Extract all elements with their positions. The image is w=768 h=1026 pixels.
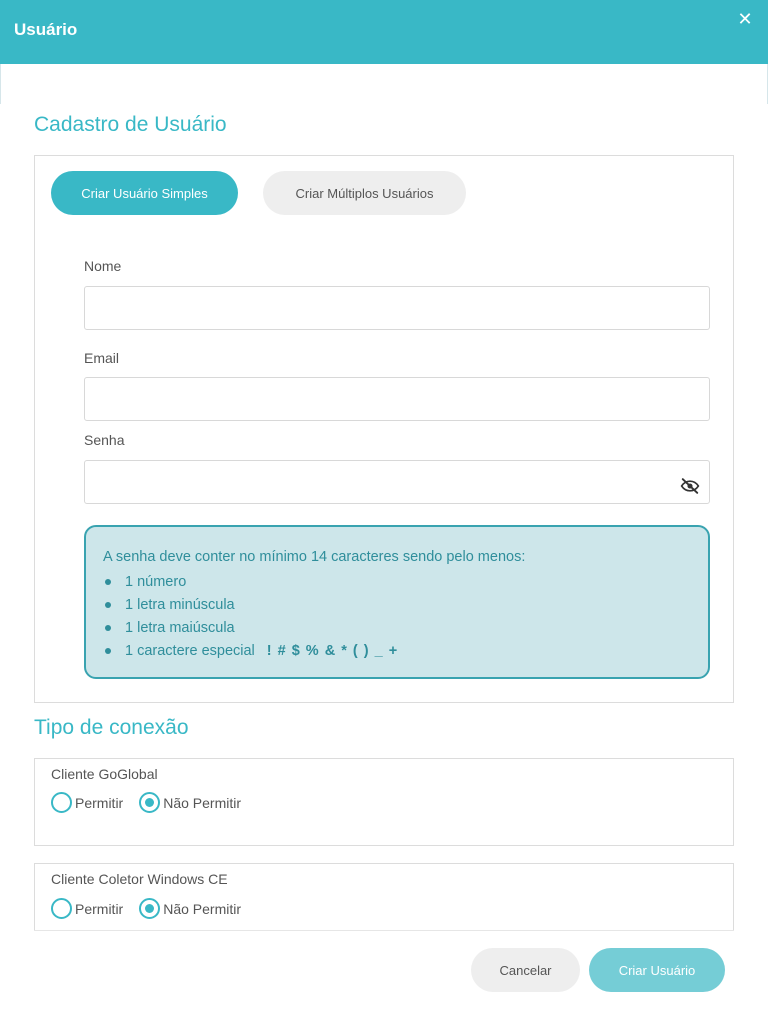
password-rules-box	[84, 525, 710, 679]
bullet-icon	[105, 602, 111, 608]
tab-create-simple-user[interactable]: Criar Usuário Simples	[51, 171, 238, 215]
password-rule-item: 1 letra maiúscula	[103, 619, 398, 642]
connection-group-label: Cliente GoGlobal	[51, 766, 158, 782]
left-edge-line	[0, 64, 1, 104]
password-rule-item: 1 número	[103, 573, 398, 596]
password-rules-intro: A senha deve conter no mínimo 14 caracteres sendo pelo menos:	[103, 549, 526, 565]
create-user-button[interactable]: Criar Usuário	[589, 948, 725, 992]
bullet-icon	[105, 579, 111, 585]
nome-label: Nome	[84, 258, 122, 274]
password-rule-item: 1 caractere especial ! # $ % & * ( ) _ +	[103, 642, 398, 665]
bullet-icon	[105, 648, 111, 654]
email-label: Email	[84, 350, 120, 366]
senha-input[interactable]	[84, 460, 710, 504]
password-rules-list	[103, 573, 398, 665]
password-rule-item: 1 letra minúscula	[103, 596, 398, 619]
modal-title: Usuário	[14, 20, 78, 39]
eye-slash-icon[interactable]	[680, 478, 700, 494]
radio-unchecked-icon[interactable]	[51, 792, 72, 813]
radio-permitir[interactable]: Permitir	[51, 898, 123, 919]
connection-group-label: Cliente Coletor Windows CE	[51, 871, 228, 887]
radio-permitir[interactable]: Permitir	[51, 792, 123, 813]
radio-group-goglobal	[51, 792, 257, 813]
email-input[interactable]	[84, 377, 710, 421]
nome-input[interactable]	[84, 286, 710, 330]
special-chars: ! # $ % & * ( ) _ +	[266, 643, 399, 659]
radio-checked-icon[interactable]	[139, 792, 160, 813]
bullet-icon	[105, 625, 111, 631]
radio-checked-icon[interactable]	[139, 898, 160, 919]
close-icon[interactable]: ✕	[737, 9, 753, 29]
cancel-button[interactable]: Cancelar	[471, 948, 580, 992]
connection-title: Tipo de conexão	[34, 716, 189, 739]
connection-group-goglobal	[34, 758, 734, 846]
radio-nao-permitir[interactable]: Não Permitir	[139, 792, 241, 813]
senha-label: Senha	[84, 432, 125, 448]
cadastro-title: Cadastro de Usuário	[34, 113, 227, 136]
radio-unchecked-icon[interactable]	[51, 898, 72, 919]
connection-group-coletor	[34, 863, 734, 931]
modal-header	[0, 0, 768, 64]
tab-create-multiple-users[interactable]: Criar Múltiplos Usuários	[263, 171, 466, 215]
divider	[34, 930, 734, 931]
radio-group-coletor	[51, 898, 257, 919]
radio-nao-permitir[interactable]: Não Permitir	[139, 898, 241, 919]
